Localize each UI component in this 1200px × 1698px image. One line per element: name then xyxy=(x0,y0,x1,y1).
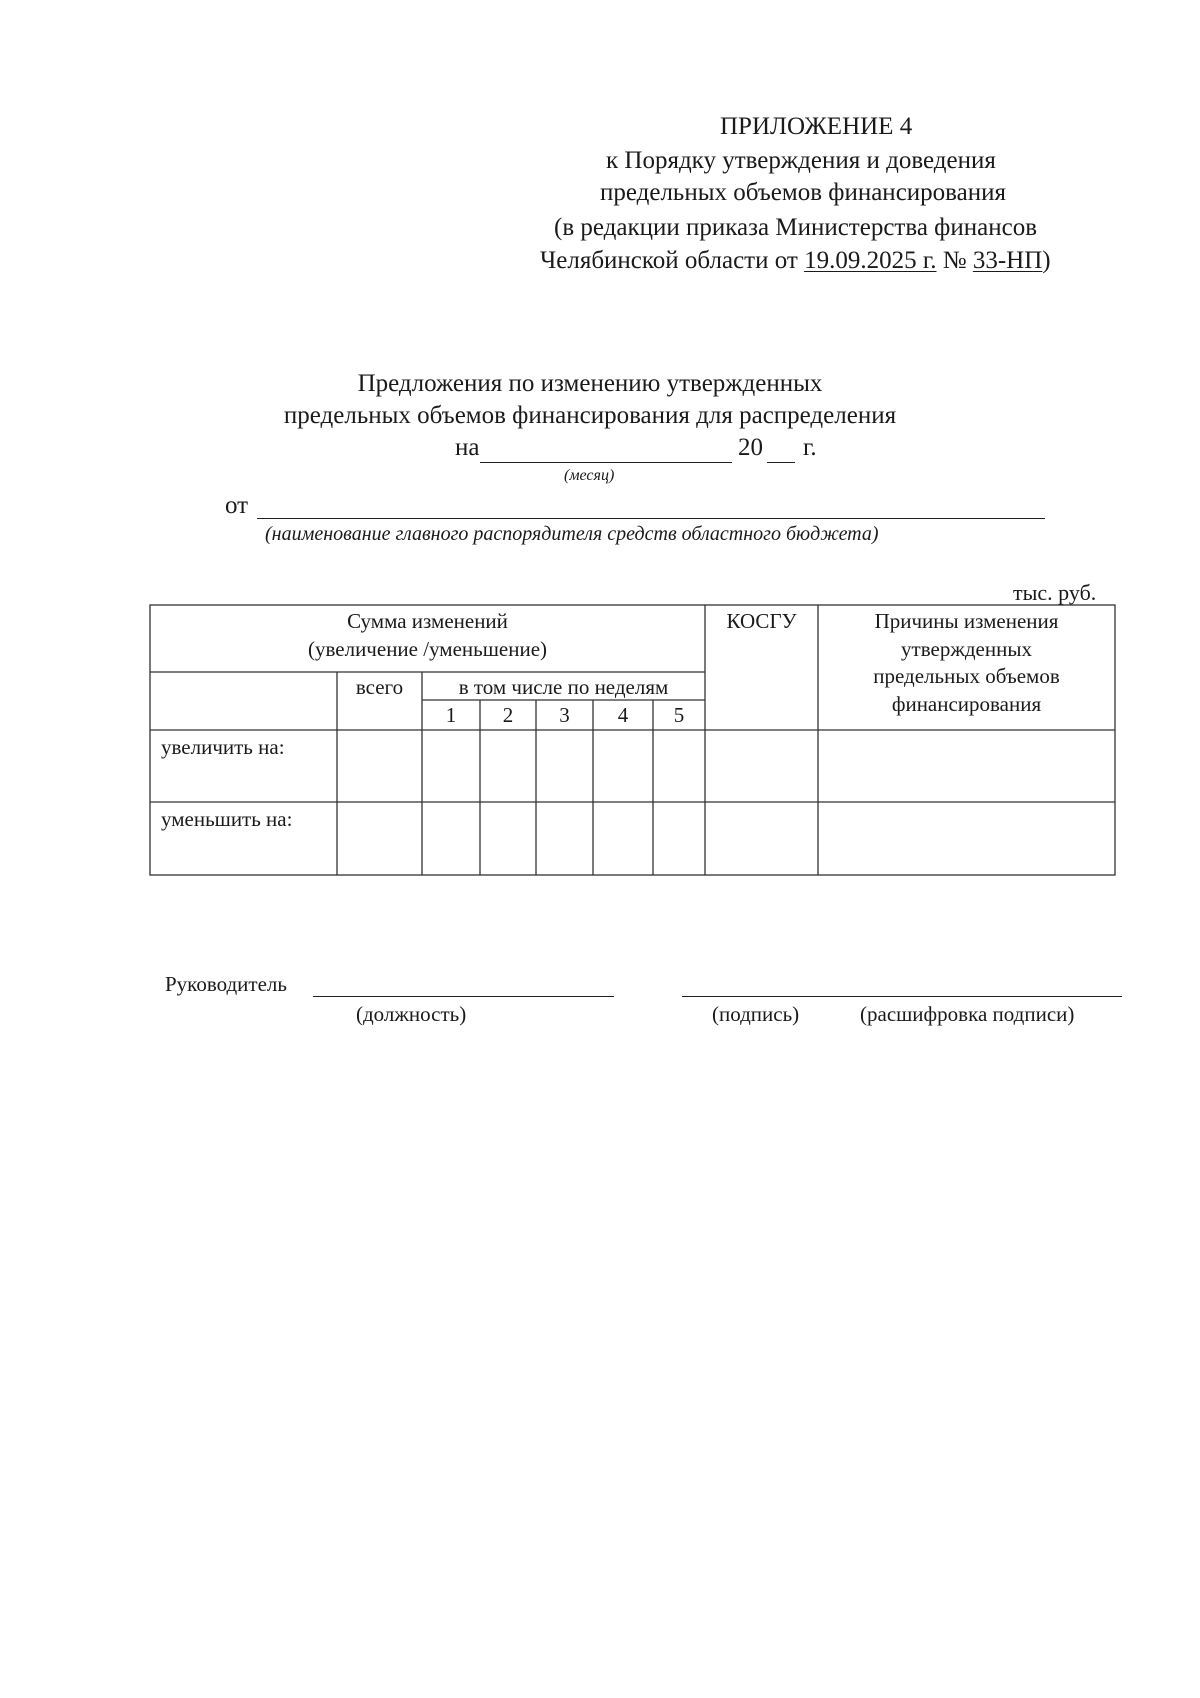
from-prefix: от xyxy=(225,492,249,519)
row-decrease-label: уменьшить на: xyxy=(161,807,293,831)
sum-header-line-1: Сумма изменений xyxy=(347,609,508,633)
distributor-hint: (наименование главного распорядителя средств областного бюджета) xyxy=(265,523,879,545)
year-suffix: г. xyxy=(803,434,817,461)
reasons-header-line-2: утвержденных xyxy=(901,637,1032,661)
order-date: 19.09.2025 г. xyxy=(804,247,937,274)
ref-close: ) xyxy=(1042,247,1051,274)
reasons-header-line-3: предельных объемов xyxy=(873,664,1060,688)
appendix-ref-line-2: предельных объемов финансирования xyxy=(600,179,1006,206)
kosgu-header: КОСГУ xyxy=(726,609,797,633)
ref-number-sign: № xyxy=(936,247,973,274)
year-prefix: 20 xyxy=(738,434,763,461)
position-blank xyxy=(313,996,614,997)
order-number: 33-НП xyxy=(972,247,1043,274)
form-title-line-1: Предложения по изменению утвержденных xyxy=(357,370,823,397)
position-hint: (должность) xyxy=(356,1002,467,1026)
week-3-header: 3 xyxy=(559,703,570,727)
sum-header-line-2: (увеличение /уменьшение) xyxy=(307,637,548,661)
month-hint: (месяц) xyxy=(564,467,615,484)
by-weeks-header: в том числе по неделям xyxy=(458,675,669,699)
total-header: всего xyxy=(355,675,404,699)
form-title-line-2: предельных объемов финансирования для распределения xyxy=(283,402,897,429)
signature-blank xyxy=(682,996,1122,997)
signature-hint: (подпись) xyxy=(712,1002,800,1026)
row-increase-label: увеличить на: xyxy=(161,735,285,759)
ref-prefix: Челябинской области от xyxy=(540,247,805,274)
week-5-header: 5 xyxy=(673,703,685,727)
appendix-ref-line-3: (в редакции приказа Министерства финансов xyxy=(554,214,1037,241)
week-1-header: 1 xyxy=(445,703,457,727)
units-label: тыс. руб. xyxy=(1013,580,1097,605)
reasons-header-line-1: Причины изменения xyxy=(874,609,1059,633)
week-4-header: 4 xyxy=(617,703,629,727)
reasons-header-line-4: финансирования xyxy=(891,692,1042,716)
decoding-hint: (расшифровка подписи) xyxy=(860,1002,1075,1026)
appendix-ref-line-1: к Порядку утверждения и доведения xyxy=(606,147,996,174)
month-prefix: на xyxy=(455,434,480,461)
head-label: Руководитель xyxy=(165,972,287,996)
appendix-number: ПРИЛОЖЕНИЕ 4 xyxy=(720,113,913,140)
week-2-header: 2 xyxy=(502,703,514,727)
